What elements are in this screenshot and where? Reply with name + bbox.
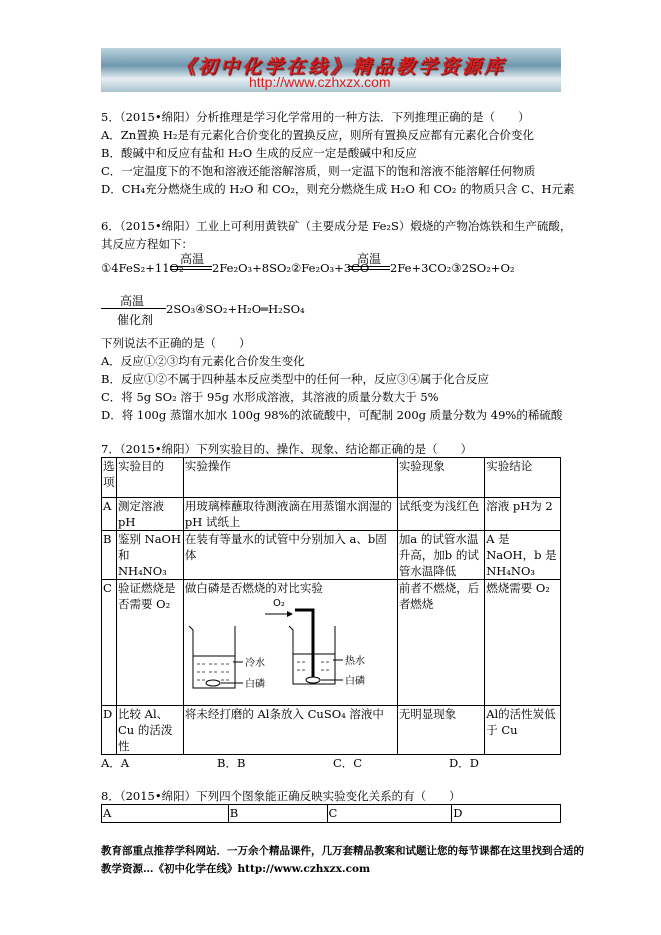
q5-option-d: D．CH₄充分燃烧生成的 H₂O 和 CO₂，则充分燃烧生成 H₂O 和 CO₂ 的物质只含 C、H元素 <box>101 182 575 196</box>
eq1-left: ①4FeS₂+11O₂ <box>101 261 184 275</box>
eq2-right: 2Fe+3CO₂③2SO₂+O₂ <box>390 261 515 275</box>
cell: 无明显现象 <box>397 706 484 755</box>
eq1-condition: 高温 <box>180 252 205 266</box>
footer-line-1: 教育部重点推荐学科网站．一万余个精品课件，几万套精品教案和试题让您的每节课都在这里找到合适的 <box>101 845 584 857</box>
q6-option-b: B．反应①②不属于四种基本反应类型中的任何一种，反应③④属于化合反应 <box>101 372 489 386</box>
eq1-right: 2Fe₂O₃+8SO₂②Fe₂O₃+3CO <box>212 261 370 275</box>
q8-table <box>101 804 561 823</box>
cell: 验证燃烧是否需要 O₂ <box>116 580 183 706</box>
cell: 前者不燃烧，后者燃烧 <box>397 580 484 706</box>
q6-question: 下列说法不正确的是（ ） <box>101 336 251 350</box>
cell: 在装有等量水的试管中分别加入 a、b固体 <box>183 531 397 580</box>
q5-option-b: B．酸碱中和反应有盐和 H₂O 生成的反应一定是酸碱中和反应 <box>101 146 417 160</box>
banner-title: 《初中化学在线》精品教学资源库 <box>176 56 507 78</box>
q6-stem-2: 其反应方程如下： <box>101 237 193 251</box>
eq3-condition-top: 高温 <box>120 294 145 308</box>
cell <box>183 580 397 706</box>
q6-stem-1: 6．（2015•绵阳）工业上可利用黄铁矿（主要成分是 Fe₂S）煅烧的产物冶炼铁和生产硫酸， <box>101 219 572 233</box>
cell: 溶液 pH为 2 <box>485 498 561 531</box>
label-white-phosphorus-1: 白磷 <box>244 679 265 690</box>
eq3-arrow <box>101 308 166 309</box>
cell: 加a 的试管水温升高，加b 的试管水温降低 <box>397 531 484 580</box>
header-cell: 实验结论 <box>485 458 561 498</box>
cell: B <box>102 531 117 580</box>
cell: A <box>102 498 117 531</box>
cell: 燃烧需要 O₂ <box>485 580 561 706</box>
table-row <box>102 805 561 823</box>
cell: C <box>102 580 117 706</box>
banner-url: http://www.czhxzx.com <box>249 74 391 90</box>
cell: 鉴别 NaOH 和 NH₄NO₃ <box>116 531 183 580</box>
cell: 比较 Al、Cu 的活泼性 <box>116 706 183 755</box>
cell: D <box>102 706 117 755</box>
header-cell: 选项 <box>102 458 117 498</box>
q6-option-a: A．反应①②③均有元素化合价发生变化 <box>101 354 305 368</box>
table-row <box>102 498 561 531</box>
eq3-condition-bottom: 催化剂 <box>117 313 154 327</box>
eq3-right: 2SO₃④SO₂+H₂O═H₂SO₄ <box>166 302 305 316</box>
q6-option-c: C．将 5g SO₂ 溶于 95g 水形成溶液，其溶液的质量分数大于 5% <box>101 390 439 404</box>
q7-option-d: D．D <box>449 756 479 770</box>
table-row <box>102 706 561 755</box>
q7-option-a: A．A <box>101 756 130 770</box>
q6-option-d: D．将 100g 蒸馏水加水 100g 98%的浓硫酸中，可配制 200g 质量分数为 49%的稀硫酸 <box>101 408 563 422</box>
beaker-hot-icon <box>289 610 343 684</box>
cell: B <box>228 805 327 823</box>
arrow-icon <box>265 611 293 617</box>
eq2-condition: 高温 <box>357 252 382 266</box>
cell: 将未经打磨的 Al条放入 CuSO₄ 溶液中 <box>183 706 397 755</box>
combustion-experiment-figure <box>185 596 395 696</box>
eq1-equals <box>170 266 212 270</box>
header-cell: 实验现象 <box>397 458 484 498</box>
cell: A <box>102 805 229 823</box>
cell: Al的活性炭低于 Cu <box>485 706 561 755</box>
q5-option-c: C．一定温度下的不饱和溶液还能溶解溶质，则一定温下的饱和溶液不能溶解任何物质 <box>101 164 536 178</box>
table-header-row <box>102 458 561 498</box>
cell: C <box>327 805 452 823</box>
cell: A 是 NaOH，b 是 NH₄NO₃ <box>485 531 561 580</box>
q5-stem: 5．（2015•绵阳）分析推理是学习化学常用的一种方法．下列推理正确的是（ ） <box>101 110 530 124</box>
header-cell: 实验目的 <box>116 458 183 498</box>
q7-table <box>101 457 561 755</box>
banner-logo <box>101 48 561 92</box>
q5-option-a: A．Zn置换 H₂是有元素化合价变化的置换反应，则所有置换反应都有元素化合价变化 <box>101 128 534 142</box>
label-hot-water: 热水 <box>344 656 365 667</box>
label-white-phosphorus-2: 白磷 <box>344 676 365 687</box>
q8-stem: 8．（2015•绵阳）下列四个图象能正确反映实验变化关系的有（ ） <box>101 789 461 803</box>
q7-option-c: C．C <box>333 756 363 770</box>
q7-option-b: B．B <box>217 756 246 770</box>
cell: 试纸变为浅红色 <box>397 498 484 531</box>
label-cold-water: 冷水 <box>244 658 265 669</box>
footer-line-2: 教学资源…《初中化学在线》http://www.czhxzx.com <box>101 863 371 875</box>
table-row <box>102 531 561 580</box>
cell: 用玻璃棒蘸取待测液滴在用蒸馏水润湿的pH 试纸上 <box>183 498 397 531</box>
cell-text: 做白磷是否燃烧的对比实验 <box>184 581 323 595</box>
table-row <box>102 580 561 706</box>
cell: 测定溶液 pH <box>116 498 183 531</box>
q7-stem: 7．（2015•绵阳）下列实验目的、操作、现象、结论都正确的是（ ） <box>101 442 473 456</box>
eq2-equals <box>348 266 390 270</box>
header-cell: 实验操作 <box>183 458 397 498</box>
cell: D <box>452 805 561 823</box>
label-o2: O₂ <box>272 598 285 609</box>
beaker-cold-icon <box>189 626 243 688</box>
